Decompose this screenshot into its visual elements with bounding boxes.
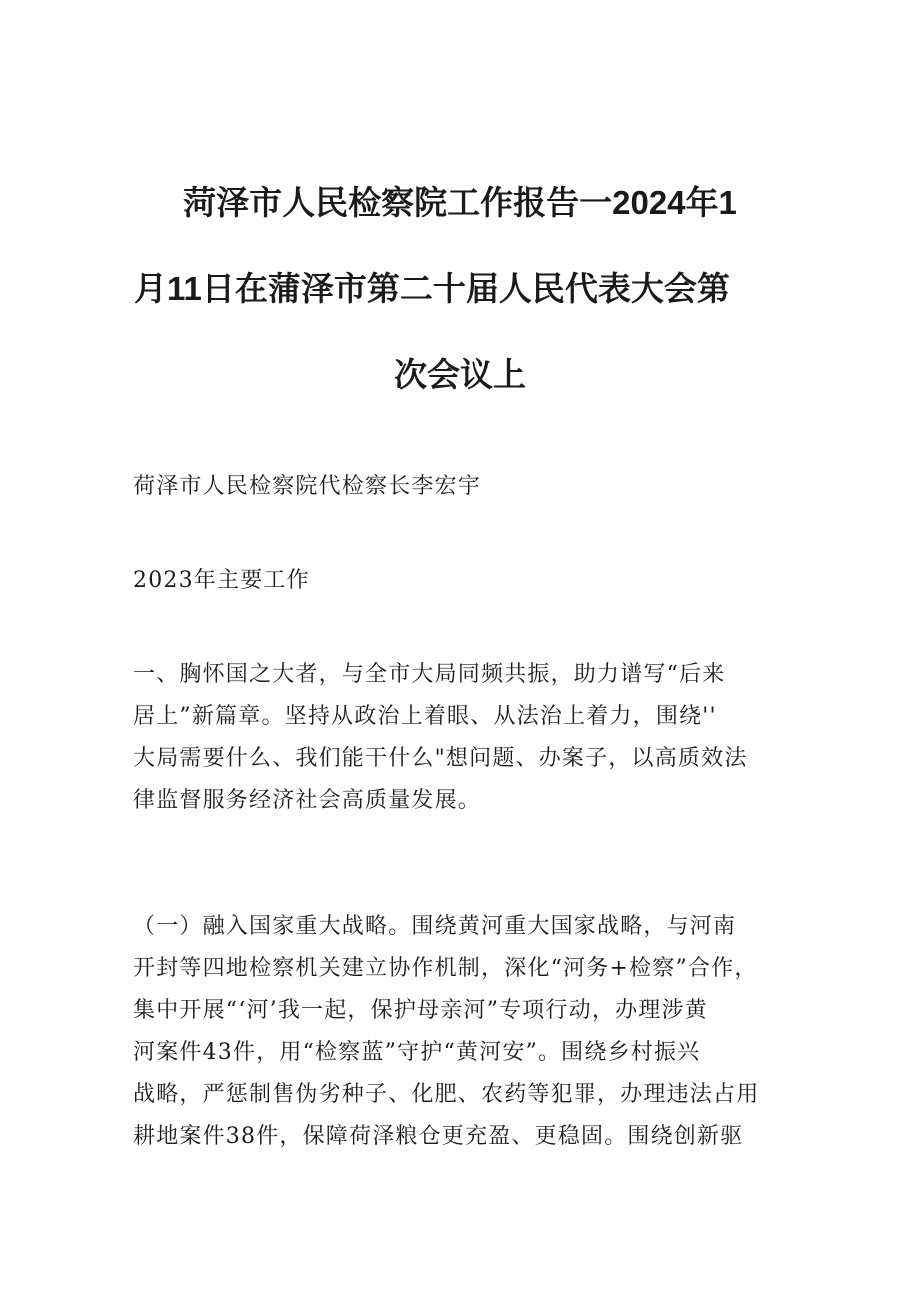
paragraph-2: [133, 906, 803, 1158]
title-line-1: 菏泽市人民检察院工作报告一2024年1: [183, 184, 737, 221]
paragraph-1-line: 一、胸怀国之大者，与全市大局同频共振，助力谱写“后来: [133, 662, 726, 687]
section-heading: [133, 560, 803, 602]
paragraph-2-line: 开封等四地检察机关建立协作机制，深化“河务+检察”合作，: [133, 956, 758, 981]
author-text: 荷泽市人民检察院代检察长李宏宇: [133, 474, 482, 499]
title-line-2: 月11日在蒲泽市第二十届人民代表大会第: [134, 270, 730, 307]
section-heading-text: 2023年主要工作: [133, 568, 310, 593]
author-line: [133, 466, 803, 508]
paragraph-2-line: 集中开展“‘河’我一起，保护母亲河”专项行动，办理涉黄: [133, 998, 708, 1023]
document-title: [120, 160, 800, 418]
paragraph-2-line: 战略，严惩制售伪劣种子、化肥、农药等犯罪，办理违法占用: [133, 1082, 760, 1107]
paragraph-2-line: 河案件43件，用“检察蓝”守护“黄河安”。围绕乡村振兴: [133, 1040, 701, 1065]
paragraph-2-line: （一）融入国家重大战略。围绕黄河重大国家战略，与河南: [133, 914, 737, 939]
paragraph-1-line: 居上”新篇章。坚持从政治上着眼、从法治上着力，围绕'': [133, 704, 717, 729]
paragraph-1: [133, 654, 803, 822]
paragraph-2-line: 耕地案件38件，保障荷泽粮仓更充盈、更稳固。围绕创新驱: [133, 1124, 744, 1149]
paragraph-1-line: 大局需要什么、我们能干什么"想问题、办案子，以高质效法: [133, 746, 748, 771]
title-line-3: 次会议上: [394, 356, 526, 393]
paragraph-1-line: 律监督服务经济社会高质量发展。: [133, 788, 482, 813]
